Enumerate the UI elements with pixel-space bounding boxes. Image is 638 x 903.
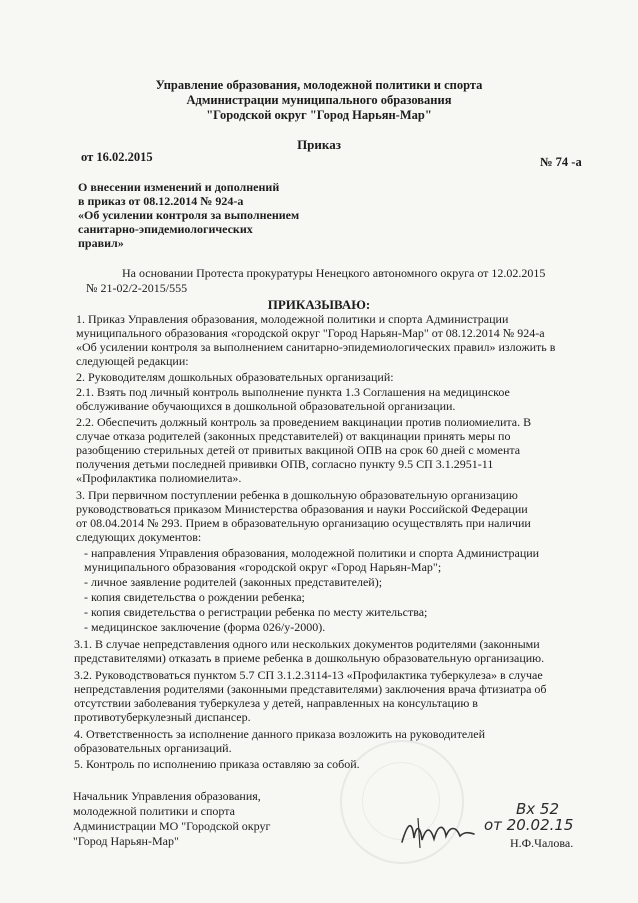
order-number: № 74 -а (540, 155, 582, 169)
item-2: 2. Руководителям дошкольных образовательных организаций: (76, 370, 394, 384)
handwritten-reg-date: от 20.02.15 (484, 816, 574, 834)
item-2-1-line-2: обслуживание обучающихся в дошкольной образовательной организации. (76, 399, 456, 413)
item-3-2-line-1: 3.2. Руководствоваться пунктом 5.7 СП 3.1.2.3114-13 «Профилактика туберкулеза» в случае (74, 668, 543, 682)
subject-line-5: правил» (78, 236, 124, 250)
basis-line-1: На основании Протеста прокуратуры Ненецкого автономного округа от 12.02.2015 (122, 266, 546, 280)
signature-position-1: Начальник Управления образования, (73, 789, 261, 803)
handwritten-reg-number: Вх 52 (516, 800, 560, 818)
header-line-2: Администрации муниципального образования (186, 93, 452, 107)
basis-line-2: № 21-02/2-2015/555 (86, 281, 188, 295)
subject-line-1: О внесении изменений и дополнений (78, 180, 280, 194)
item-3-1-line-1: 3.1. В случае непредставления одного или нескольких документов родителями (законными (74, 637, 540, 651)
item-3-2-line-3: отсутствии заболевания туберкулеза у детей, направленных на консультацию в (74, 696, 478, 710)
item-3-line-3: от 08.04.2014 № 293. Прием в образовательную организацию осуществлять при наличии (76, 516, 531, 530)
subject-line-2: в приказ от 08.12.2014 № 924-а (78, 194, 244, 208)
doc-item-1-line-2: муниципального образования «городской округ «Город Нарьян-Мар"; (84, 560, 442, 574)
doc-item-1-line-1: - направления Управления образования, молодежной политики и спорта Администрации (84, 546, 540, 560)
item-2-2-line-2: случае отказа родителей (законных представителей) от вакцинации принять меры по (76, 429, 511, 443)
item-1-line-4: следующей редакции: (76, 354, 189, 368)
item-2-2-line-3: разобщению стерильных детей от привитых вакциной ОПВ на срок 60 дней с момента (76, 443, 521, 457)
item-3-2-line-4: противотуберкулезный диспансер. (74, 710, 251, 724)
doc-item-2: - личное заявление родителей (законных представителей); (84, 575, 383, 589)
header-line-3: "Городской округ "Город Нарьян-Мар" (206, 108, 432, 122)
item-1-line-3: «Об усилении контроля за выполнением санитарно-эпидемиологических правил» изложить в (76, 340, 556, 354)
item-2-2-line-1: 2.2. Обеспечить должный контроль за проведением вакцинации против полиомиелита. В (76, 415, 532, 429)
item-3-line-4: следующих документов: (76, 530, 202, 544)
order-title: Приказ (297, 137, 341, 152)
command-heading: ПРИКАЗЫВАЮ: (267, 297, 371, 312)
subject-line-3: «Об усилении контроля за выполнением (78, 208, 300, 222)
order-date: от 16.02.2015 (81, 150, 153, 164)
item-2-2-line-5: «Профилактика полиомиелита». (76, 471, 242, 485)
handwritten-signature (398, 812, 478, 852)
item-3-line-2: руководствоваться приказом Министерства образования и науки Российской Федерации (76, 502, 528, 516)
doc-item-4: - копия свидетельства о регистрации ребенка по месту жительства; (84, 605, 428, 619)
item-1-line-2: муниципального образования «городской округ "Город Нарьян-Мар" от 08.12.2014 № 924-а (76, 326, 545, 340)
item-3-1-line-2: представителями) отказать в приеме ребенка в дошкольную образовательную организацию. (74, 651, 545, 665)
item-1-line-1: 1. Приказ Управления образования, молодежной политики и спорта Администрации (76, 312, 509, 326)
item-3-line-1: 3. При первичном поступлении ребенка в дошкольную образовательную организацию (76, 488, 518, 502)
item-4-line-2: образовательных организаций. (74, 741, 232, 755)
item-5: 5. Контроль по исполнению приказа оставляю за собой. (74, 757, 360, 771)
item-2-2-line-4: получения детьми последней прививки ОПВ, согласно пункту 9.5 СП 3.1.2951-11 (76, 457, 494, 471)
doc-item-3: - копия свидетельства о рождении ребенка; (84, 590, 305, 604)
item-4-line-1: 4. Ответственность за исполнение данного приказа возложить на руководителей (74, 727, 485, 741)
signature-position-2: молодежной политики и спорта (73, 804, 235, 818)
doc-item-5: - медицинское заключение (форма 026/у-2000). (84, 620, 326, 634)
signature-position-4: "Город Нарьян-Мар" (73, 834, 179, 848)
signatory-name: Н.Ф.Чалова. (510, 836, 574, 850)
item-2-1-line-1: 2.1. Взять под личный контроль выполнение пункта 1.3 Соглашения на медицинское (76, 385, 510, 399)
header-line-1: Управление образования, молодежной политики и спорта (155, 78, 483, 92)
subject-line-4: санитарно-эпидемиологических (78, 222, 253, 236)
item-3-2-line-2: непредставления родителями (законными представителями) заключения врача фтизиатра об (74, 682, 547, 696)
signature-position-3: Администрации МО "Городской округ (73, 819, 271, 833)
